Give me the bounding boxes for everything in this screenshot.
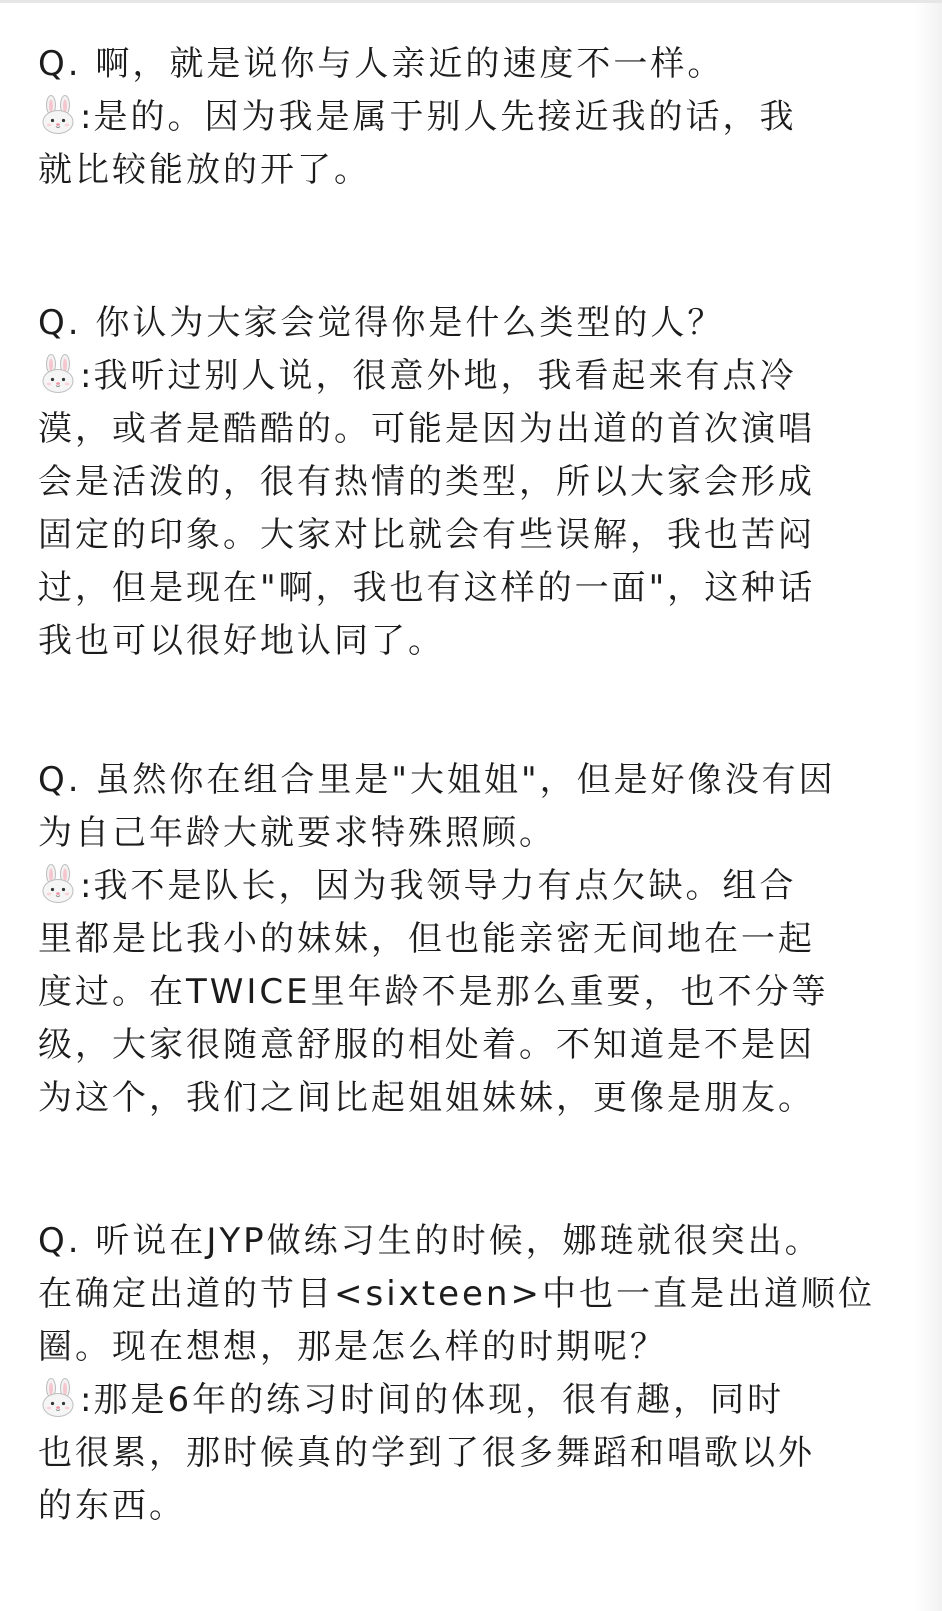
answer-text: 那是6年的练习时间的体现，很有趣，同时 bbox=[93, 1380, 785, 1420]
top-divider bbox=[0, 0, 942, 3]
answer-colon: : bbox=[80, 866, 94, 906]
question-line: 为自己年龄大就要求特殊照顾。 bbox=[38, 813, 556, 853]
answer-line bbox=[38, 860, 898, 913]
answer-line: 级，大家很随意舒服的相处着。不知道是不是因 bbox=[38, 1025, 815, 1065]
answer-colon: : bbox=[80, 97, 94, 137]
answer-colon: : bbox=[80, 1380, 94, 1420]
answer-line: 也很累，那时候真的学到了很多舞蹈和唱歌以外 bbox=[38, 1433, 815, 1473]
answer-line: 就比较能放的开了。 bbox=[38, 150, 371, 190]
answer-line: 漠，或者是酷酷的。可能是因为出道的首次演唱 bbox=[38, 409, 815, 449]
qa-section-4 bbox=[38, 1215, 898, 1533]
question-line: Q. 虽然你在组合里是"大姐姐"，但是好像没有因 bbox=[38, 760, 836, 800]
answer-line bbox=[38, 1374, 898, 1427]
question-line: 在确定出道的节目<sixteen>中也一直是出道顺位 bbox=[38, 1274, 875, 1314]
answer-line: 的东西。 bbox=[38, 1486, 186, 1526]
rabbit-face-icon bbox=[38, 1378, 78, 1418]
answer-text: 是的。因为我是属于别人先接近我的话，我 bbox=[93, 97, 797, 137]
rabbit-face-icon bbox=[38, 864, 78, 904]
question-line: Q. 啊，就是说你与人亲近的速度不一样。 bbox=[38, 44, 725, 84]
answer-line: 度过。在TWICE里年龄不是那么重要，也不分等 bbox=[38, 972, 829, 1012]
rabbit-face-icon bbox=[38, 95, 78, 135]
answer-line: 会是活泼的，很有热情的类型，所以大家会形成 bbox=[38, 462, 815, 502]
qa-section-1 bbox=[38, 38, 898, 197]
qa-section-2 bbox=[38, 297, 898, 668]
answer-line: 我也可以很好地认同了。 bbox=[38, 621, 445, 661]
page-edge-shadow bbox=[914, 0, 942, 1611]
answer-colon: : bbox=[80, 356, 94, 396]
answer-line: 里都是比我小的妹妹，但也能亲密无间地在一起 bbox=[38, 919, 815, 959]
qa-section-3 bbox=[38, 754, 898, 1125]
answer-line bbox=[38, 91, 898, 144]
answer-text: 我听过别人说，很意外地，我看起来有点冷 bbox=[93, 356, 797, 396]
answer-line: 为这个，我们之间比起姐姐妹妹，更像是朋友。 bbox=[38, 1078, 815, 1118]
answer-line: 固定的印象。大家对比就会有些误解，我也苦闷 bbox=[38, 515, 815, 555]
rabbit-face-icon bbox=[38, 354, 78, 394]
question-line: Q. 听说在JYP做练习生的时候，娜琏就很突出。 bbox=[38, 1221, 822, 1261]
answer-text: 我不是队长，因为我领导力有点欠缺。组合 bbox=[93, 866, 797, 906]
answer-line: 过，但是现在"啊，我也有这样的一面"，这种话 bbox=[38, 568, 816, 608]
question-line: 圈。现在想想，那是怎么样的时期呢？ bbox=[38, 1327, 667, 1367]
question-line: Q. 你认为大家会觉得你是什么类型的人？ bbox=[38, 303, 725, 343]
answer-line bbox=[38, 350, 898, 403]
